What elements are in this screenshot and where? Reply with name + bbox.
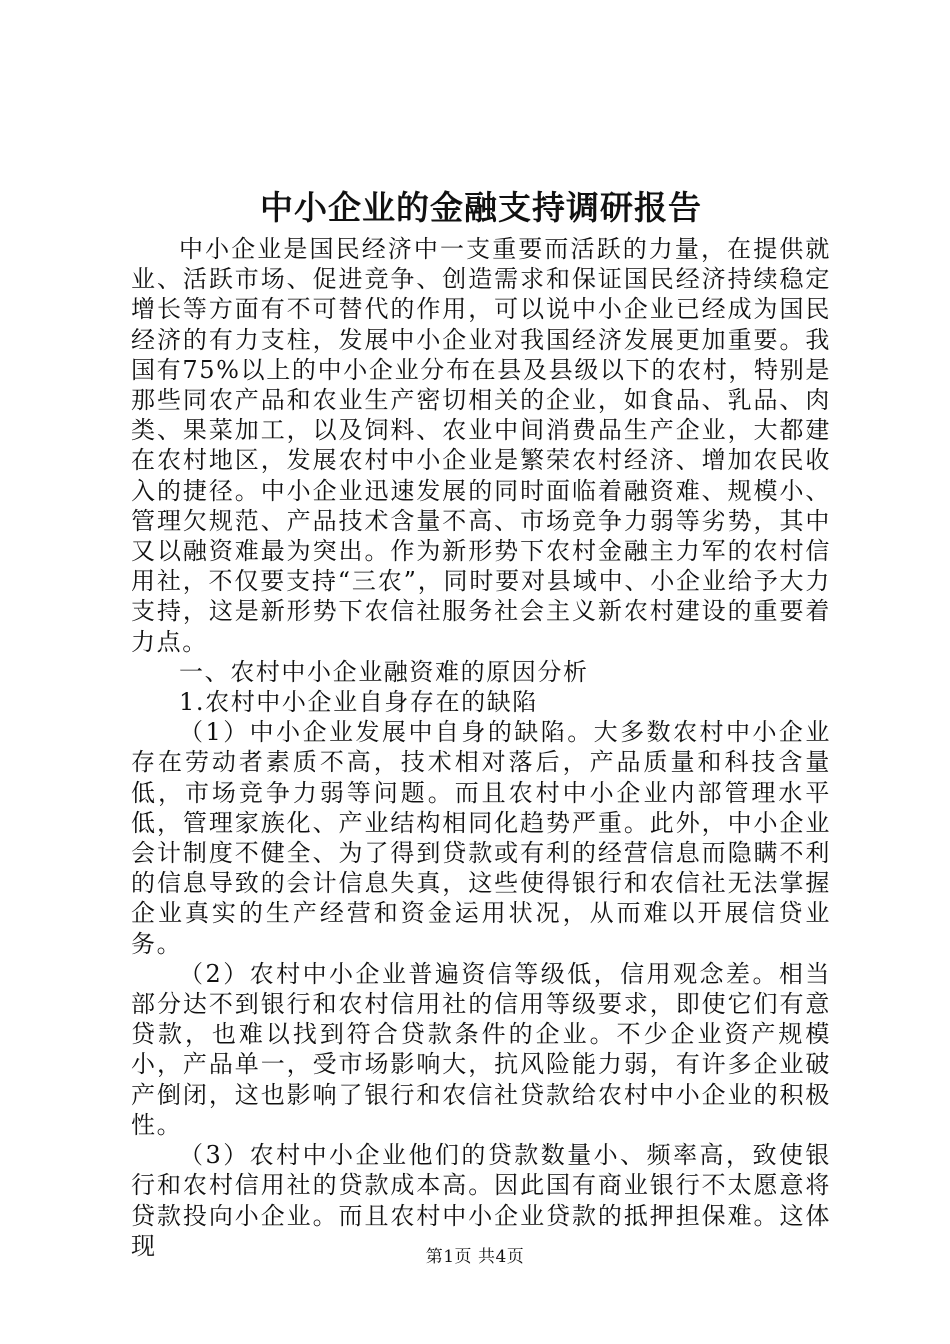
document-page <box>131 188 831 1261</box>
document-title: 中小企业的金融支持调研报告 <box>260 188 702 227</box>
paragraph-item-1: （1）中小企业发展中自身的缺陷。大多数农村中小企业存在劳动者素质不高，技术相对落后，产品质量和科技含量低，市场竞争力弱等问题。而且农村中小企业内部管理水平低，管理家族化、产业结构相同化趋势严重。此外，中小企业会计制度不健全、为了得到贷款或有利的经营信息而隐瞒不利的信息导致的会计信息失真，这些使得银行和农信社无法掌握企业真实的生产经营和资金运用状况，从而难以开展信贷业务。 <box>131 718 831 958</box>
section-heading: 一、农村中小企业融资难的原因分析 <box>179 657 589 686</box>
paragraph-item-2: （2）农村中小企业普遍资信等级低，信用观念差。相当部分达不到银行和农村信用社的信用等级要求，即使它们有意贷款，也难以找到符合贷款条件的企业。不少企业资产规模小，产品单一，受市场影响大，抗风险能力弱，有许多企业破产倒闭，这也影响了银行和农信社贷款给农村中小企业的积极性。 <box>131 959 831 1139</box>
page-number-footer: 第1页 共4页 <box>425 1247 525 1267</box>
paragraph-intro: 中小企业是国民经济中一支重要而活跃的力量，在提供就业、活跃市场、促进竞争、创造需求和保证国民经济持续稳定增长等方面有不可替代的作用，可以说中小企业已经成为国民经济的有力支柱，发展中小企业对我国经济发展更加重要。我国有75%以上的中小企业分布在县及县级以下的农村，特别是那些同农产品和农业生产密切相关的企业，如食品、乳品、肉类、果菜加工，以及饲料、农业中间消费品生产企业，大都建在农村地区，发展农村中小企业是繁荣农村经济、增加农民收入的捷径。中小企业迅速发展的同时面临着融资难、规模小、管理欠规范、产品技术含量不高、市场竞争力弱等劣势，其中又以融资难最为突出。作为新形势下农村金融主力军的农村信用社，不仅要支持“三农”，同时要对县域中、小企业给予大力支持，这是新形势下农信社服务社会主义新农村建设的重要着力点。 <box>131 235 831 656</box>
subsection-heading: 1.农村中小企业自身存在的缺陷 <box>179 688 538 717</box>
paragraph-item-3: （3）农村中小企业他们的贷款数量小、频率高，致使银行和农村信用社的贷款成本高。因此国有商业银行不太愿意将贷款投向小企业。而且农村中小企业贷款的抵押担保难。这体现 <box>131 1141 831 1260</box>
